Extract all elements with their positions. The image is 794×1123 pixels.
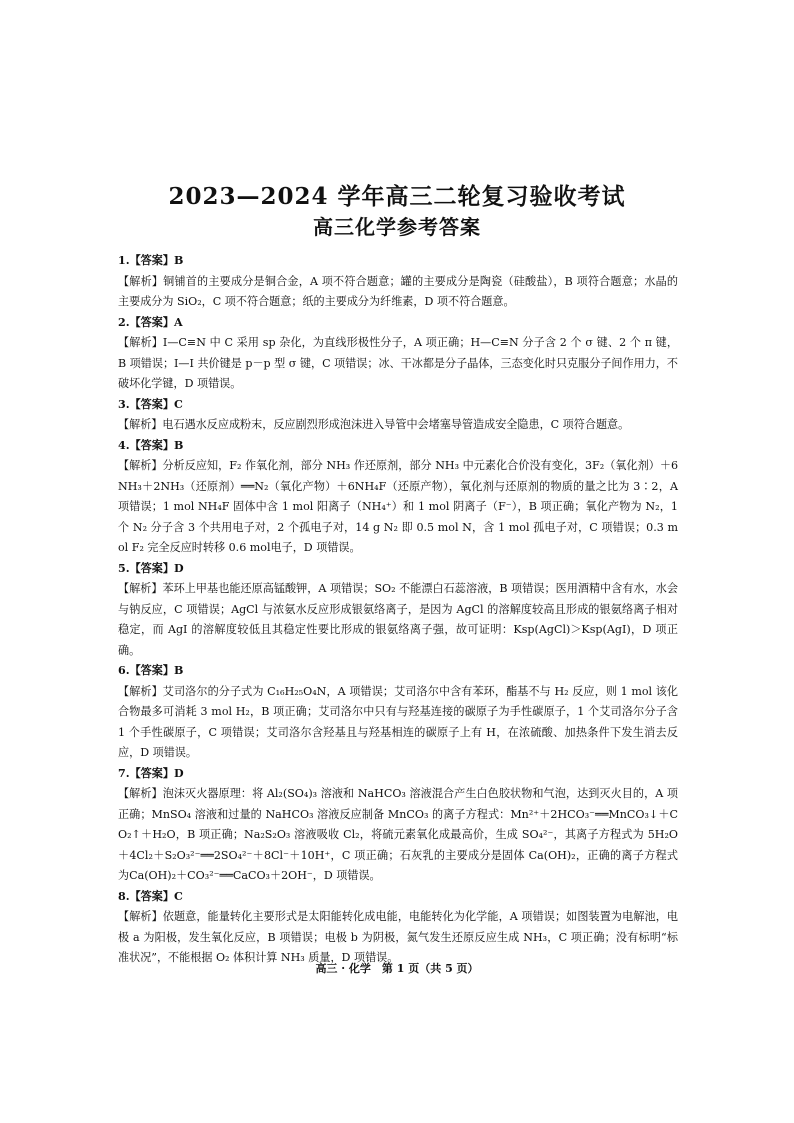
answer-label: 5.【答案】D <box>118 561 184 575</box>
answer-explanation: 【解析】铜铺首的主要成分是铜合金，A 项不符合题意；罐的主要成分是陶瓷（硅酸盐），B 项符合题意；水晶的主要成分为 SiO₂，C 项不符合题意；纸的主要成分为纤维素，D 项不符合题意。 <box>118 274 678 308</box>
answer-label: 1.【答案】B <box>118 254 184 267</box>
answers-section <box>118 251 678 969</box>
page-subtitle: 高三化学参考答案 <box>313 215 481 239</box>
question-item <box>118 313 678 395</box>
answer-explanation: 【解析】苯环上甲基也能还原高锰酸钾，A 项错误；SO₂ 不能漂白石蕊溶液，B 项错误；医用酒精中含有水，水会与钠反应，C 项错误；AgCl 与浓氨水反应形成银氨络离子，是因为 AgCl 的溶解度较高且形成的银氨络离子相对稳定，而 AgI 的溶解度较低且其稳定性要比形成的银氨络离子强，故可证明：Ksp(AgCl)＞Ksp(AgI)，D 项正确。 <box>118 582 678 657</box>
question-item <box>118 661 678 764</box>
answer-label: 3.【答案】C <box>118 397 183 411</box>
answer-label: 2.【答案】A <box>118 315 183 329</box>
answer-label: 8.【答案】C <box>118 889 183 903</box>
answer-explanation: 【解析】依题意，能量转化主要形式是太阳能转化成电能，电能转化为化学能，A 项错误；如图装置为电解池，电极 a 为阳极，发生氧化反应，B 项错误；电极 b 为阴极，氮气发生还原反应生成 NH₃，C 项正确；没有标明“标准状况”，不能根据 O₂ 体积计算 NH₃ 质量，D 项错误。 <box>118 910 678 964</box>
question-item <box>118 436 678 559</box>
answer-label: 6.【答案】B <box>118 664 184 677</box>
question-item <box>118 559 678 662</box>
answer-label: 7.【答案】D <box>118 766 184 780</box>
question-item <box>118 764 678 887</box>
page-footer: 高三 · 化学 第 1 页（共 5 页） <box>315 962 479 975</box>
answer-label: 4.【答案】B <box>118 438 184 452</box>
question-item <box>118 887 678 969</box>
question-item <box>118 251 678 313</box>
answer-explanation: 【解析】泡沫灭火器原理：将 Al₂(SO₄)₃ 溶液和 NaHCO₃ 溶液混合产生白色胶状物和气泡，达到灭火目的，A 项正确；MnSO₄ 溶液和过量的 NaHCO₃ 溶液反应制备 MnCO₃ 的离子方程式：Mn²⁺＋2HCO₃⁻══MnCO₃↓＋CO₂↑＋H₂O，B 项正确；Na₂S₂O₃ 溶液吸收 Cl₂，将硫元素氧化成最高价，生成 SO₄²⁻，其离子方程式为 5H₂O＋4Cl₂＋S₂O₃²⁻══2SO₄²⁻＋8Cl⁻＋10H⁺，C 项正确；石灰乳的主要成分是固体 Ca(OH)₂，正确的离子方程式为Ca(OH)₂＋CO₃²⁻══CaCO₃＋2OH⁻，D 项错误。 <box>118 787 678 882</box>
page-title: 2023—2024 学年高三二轮复习验收考试 <box>168 183 626 210</box>
answer-explanation: 【解析】艾司洛尔的分子式为 C₁₆H₂₅O₄N，A 项错误；艾司洛尔中含有苯环，酯基不与 H₂ 反应，则 1 mol 该化合物最多可消耗 3 mol H₂，B 项正确；艾司洛尔中只有与羟基连接的碳原子为手性碳原子，1 个艾司洛尔分子含 1 个手性碳原子，C 项错误；艾司洛尔含羟基且与羟基相连的碳原子上有 H，在浓硫酸、加热条件下发生消去反应，D 项错误。 <box>118 684 678 759</box>
answer-explanation: 【解析】分析反应知，F₂ 作氧化剂，部分 NH₃ 作还原剂，部分 NH₃ 中元素化合价没有变化，3F₂（氧化剂）＋6NH₃＋2NH₃（还原剂）══N₂（氧化产物）＋6NH₄F（还原产物），氧化剂与还原剂的物质的量之比为 3∶2，A 项错误；1 mol NH₄F 固体中含 1 mol 阳离子（NH₄⁺）和 1 mol 阴离子（F⁻），B 项正确；氧化产物为 N₂，1 个 N₂ 分子含 3 个共用电子对，2 个孤电子对，14 g N₂ 即 0.5 mol N，含 1 mol 孤电子对，C 项错误；0.3 mol F₂ 完全反应时转移 0.6 mol电子，D 项错误。 <box>118 459 678 554</box>
answer-explanation: 【解析】电石遇水反应成粉末，反应剧烈形成泡沫进入导管中会堵塞导管造成安全隐患，C 项符合题意。 <box>118 418 630 431</box>
answer-explanation: 【解析】I—C≡N 中 C 采用 sp 杂化，为直线形极性分子，A 项正确；H—C≡N 分子含 2 个 σ 键、2 个 π 键，B 项错误；I—I 共价键是 p－p 型 σ 键，C 项错误；冰、干冰都是分子晶体，三态变化时只克服分子间作用力，不破坏化学键，D 项错误。 <box>118 336 678 390</box>
question-item <box>118 395 678 436</box>
